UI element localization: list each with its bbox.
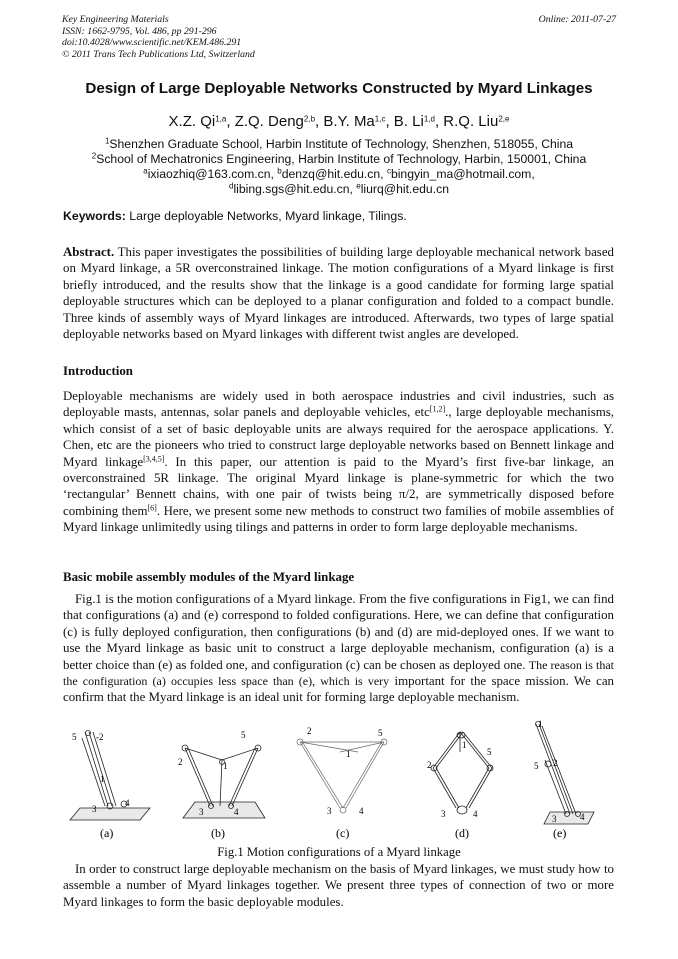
email-line-1: $^a$ixiaozhiq@163.com.cn, $^b$denzq@hit.edu.cn, $^c$bingyin_ma@hotmail.com, bbox=[143, 166, 535, 181]
affiliation-1: $^1$Shenzhen Graduate School, Harbin Institute of Technology, Shenzhen, 518055, China bbox=[104, 136, 574, 151]
joint-label: 1 bbox=[223, 761, 228, 771]
joint-label: 1 bbox=[462, 740, 467, 750]
joint-label: 5 bbox=[534, 761, 539, 771]
section-heading-basic-modules: Basic mobile assembly modules of the Myard linkage bbox=[63, 570, 355, 584]
joint-label: 4 bbox=[125, 798, 130, 808]
joint-label: 4 bbox=[580, 812, 585, 822]
base-plate bbox=[70, 808, 150, 820]
doi: doi:10.4028/www.scientific.net/KEM.486.291 bbox=[62, 37, 242, 48]
email[interactable]: ixiaozhiq@163.com.cn, bbox=[147, 167, 278, 181]
joint-label: 2 bbox=[178, 757, 183, 767]
joint-label: 2 bbox=[553, 758, 558, 768]
keywords: Keywords: Large deployable Networks, Myard linkage, Tilings. bbox=[63, 209, 407, 223]
joint-label: 3 bbox=[199, 807, 204, 817]
joint-label: 2 bbox=[427, 760, 432, 770]
journal-name: Key Engineering Materials bbox=[62, 14, 169, 25]
config-e-diagram bbox=[536, 722, 595, 825]
config-a-diagram bbox=[70, 731, 150, 821]
figure-caption: Fig.1 Motion configurations of a Myard linkage bbox=[217, 845, 461, 859]
joint-label: 5 bbox=[241, 730, 246, 740]
citation[interactable]: [3,4,5] bbox=[143, 454, 165, 464]
joint-label: 1 bbox=[538, 719, 543, 729]
copyright: © 2011 Trans Tech Publications Ltd, Switzerland bbox=[62, 48, 255, 60]
joint-label: 2 bbox=[307, 726, 312, 736]
joint-label: 3 bbox=[327, 806, 332, 816]
subfigure-label-b: (b) bbox=[211, 826, 225, 840]
issn: ISSN: 1662-9795, Vol. 486, pp 291-296 bbox=[62, 25, 217, 37]
citation[interactable]: [1,2] bbox=[429, 404, 446, 414]
joint-label: 4 bbox=[234, 807, 239, 817]
paper-title: Design of Large Deployable Networks Constructed by Myard Linkages bbox=[85, 80, 593, 97]
subfigure-label-c: (c) bbox=[336, 826, 350, 840]
email[interactable]: denzq@hit.edu.cn, bbox=[281, 167, 387, 181]
joint-label: 3 bbox=[552, 814, 557, 824]
author-list: X.Z. Qi$^{1,a}$, Z.Q. Deng$^{2,b}$, B.Y. Ma$^{1,c}$, B. Li$^{1,d}$, R.Q. Liu$^{2,e}$ bbox=[168, 113, 510, 130]
config-c-diagram bbox=[297, 739, 387, 813]
introduction-paragraph: Deployable mechanisms are widely used in both aerospace industries and civil industries, such as deployable masts, antennas, solar panels and deployable vehicles, etc[1,2]., large deployable mechanisms, which consist of a set of basic deployable units are always required for the aerospace applications. Y. Chen, etc are the pioneers who tried to construct large deployable networks based on Bennett linkage and Myard linkage[3,4,5]. In this paper, our attention is paid to the Myard’s first five-bar linkage, an overconstrained 5R linkage. The original Myard linkage is plane-symmetric for which the two ‘rectangular’ Bennett chains, with one pair of twists being π/2, are symmetrically disposed before combining them[6]. Here, we present some new methods to construct two families of mobile assemblies of Myard linkage unlimitedly using tilings and patterns in order to form large deployable mechanisms. bbox=[63, 389, 615, 535]
joint-label: 3 bbox=[92, 804, 97, 814]
basic-modules-paragraph: Fig.1 is the motion configurations of a Myard linkage. From the five configurations in Fig1, we can find that configurations (a) and (e) correspond to folded configurations. Here, we can define that configuration (c) is fully deployed configuration, then configurations (b) and (d) are mid-deployed ones. If we want to use the Myard linkage as basic unit to construct a large deployable mechanism, configuration (a) is a better choice than (e) as folded one, and configuration (c) can be chosen as deployed one. The reason is that the configuration (a) occupies less space than (e), which is very important for the space mission. We can confirm that the Myard linkage is an ideal unit for forming large deployable mechanism. bbox=[63, 592, 614, 705]
joint-label: -2 bbox=[96, 732, 104, 742]
author: B. Li$^{1,d}$ bbox=[393, 113, 435, 130]
joint-label: 1 bbox=[346, 749, 351, 759]
author: Z.Q. Deng$^{2,b}$ bbox=[234, 113, 316, 130]
email[interactable]: liurq@hit.edu.cn bbox=[360, 182, 449, 196]
email[interactable]: libing.sgs@hit.edu.cn, bbox=[233, 182, 357, 196]
citation[interactable]: [6] bbox=[147, 503, 157, 513]
subfigure-label-d: (d) bbox=[455, 826, 469, 840]
config-b-diagram bbox=[182, 745, 265, 818]
email[interactable]: bingyin_ma@hotmail.com, bbox=[390, 167, 535, 181]
joint-label: 5 bbox=[72, 732, 77, 742]
abstract-text: This paper investigates the possibilities of building large deployable mechanical network based on Myard linkage, a 5R overconstrained linkage. The motion configurations of a Myard linkage is first briefly introduced, and the results show that the linkage is a good candidate for forming large spatial deployable structures which can be deployed to a planar configuration and folded to a compact bundle. Three kinds of assembly ways of Myard linkages are introduced. Afterwards, two types of large spatial deployable networks based on Myard linkages with different twist angles are developed. bbox=[63, 245, 614, 342]
joint-label: 4 bbox=[473, 809, 478, 819]
author: B.Y. Ma$^{1,c}$ bbox=[323, 113, 386, 130]
base-plate bbox=[183, 802, 265, 818]
author: R.Q. Liu$^{2,e}$ bbox=[443, 113, 510, 130]
subfigure-label-e: (e) bbox=[553, 826, 567, 840]
subfigure-label-a: (a) bbox=[100, 826, 114, 840]
abstract-label: Abstract. bbox=[63, 245, 115, 259]
section-heading-introduction: Introduction bbox=[63, 364, 133, 378]
joint-label: 5 bbox=[378, 728, 383, 738]
joint-label: 3 bbox=[441, 809, 446, 819]
closing-paragraph: In order to construct large deployable mechanism on the basis of Myard linkages, we must study how to assemble a number of Myard linkages together. We present three types of connection of two or more Myard linkages to form the basic deployable modules. bbox=[63, 862, 614, 909]
online-date: Online: 2011-07-27 bbox=[538, 14, 616, 25]
joint-label: 4 bbox=[359, 806, 364, 816]
joint-label: 1 bbox=[100, 774, 105, 784]
author: X.Z. Qi$^{1,a}$ bbox=[168, 113, 227, 130]
affiliation-2: $^2$School of Mechatronics Engineering, Harbin Institute of Technology, Harbin, 150001, China bbox=[91, 151, 587, 166]
email-line-2: $^d$libing.sgs@hit.edu.cn, $^e$liurq@hit.edu.cn bbox=[229, 181, 449, 196]
joint-label: 5 bbox=[487, 747, 492, 757]
